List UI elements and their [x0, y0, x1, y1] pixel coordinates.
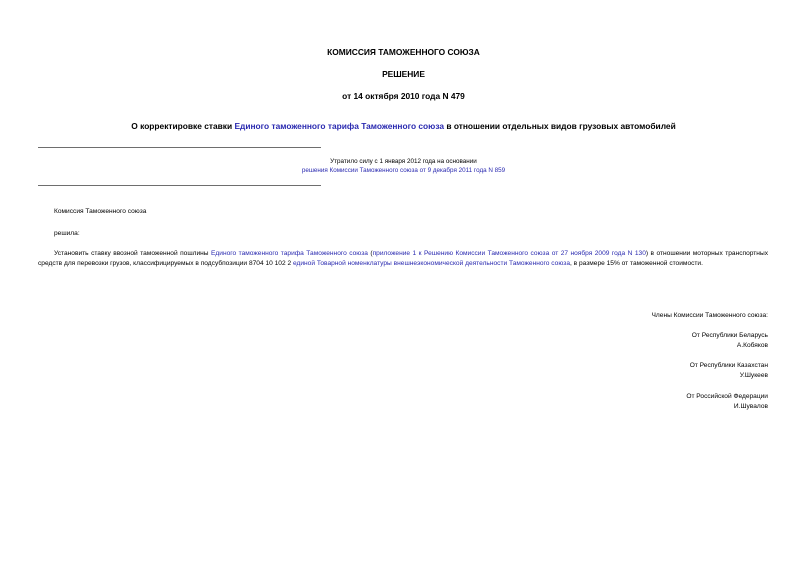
para3-text-d: , в размере 15% от таможенной стоимости. [569, 260, 703, 267]
document-title [0, 121, 807, 131]
signature-block-kazakhstan [690, 361, 768, 381]
para3-text-a: Установить ставку ввозной таможенной пошлины [54, 250, 212, 257]
para3-nomenclature-link[interactable]: единой Товарной номенклатуры внешнеэкономической деятельности Таможенного союза [292, 260, 570, 267]
status-line-1: Утратило силу с 1 января 2012 года на основании [330, 158, 477, 165]
status-rule-bottom [38, 185, 321, 186]
para3-text-b: ( [367, 250, 373, 257]
signature-country: От Республики Беларусь [691, 332, 768, 339]
status-rule-top [38, 147, 321, 148]
signature-name: А.Кобяков [736, 342, 768, 349]
signature-country: От Республики Казахстан [689, 362, 768, 369]
title-prefix: О корректировке ставки [131, 121, 235, 131]
body-paragraph-1: Комиссия Таможенного союза [54, 208, 147, 215]
para3-annex-link[interactable]: приложение 1 к Решению Комиссии Таможенного союза от 27 ноября 2009 года N 130 [372, 250, 646, 257]
signature-name: У.Шукеев [739, 372, 768, 379]
date-number-heading: от 14 октября 2010 года N 479 [342, 91, 465, 101]
signature-name: И.Шувалов [733, 403, 768, 410]
signature-block-russia [686, 392, 768, 412]
body-paragraph-3 [38, 249, 768, 269]
status-decision-link[interactable]: решения Комиссии Таможенного союза от 9 декабря 2011 года N 859 [301, 166, 506, 174]
para3-tariff-link[interactable]: Единого таможенного тарифа Таможенного союза [211, 250, 368, 257]
org-heading: КОМИССИЯ ТАМОЖЕННОГО СОЮЗА [327, 47, 480, 57]
signatures-heading: Члены Комиссии Таможенного союза: [651, 312, 768, 319]
doc-type-heading: РЕШЕНИЕ [382, 69, 425, 79]
title-tariff-link[interactable]: Единого таможенного тарифа Таможенного союза [234, 121, 445, 131]
para3-text-c: ) в отношении моторных транспортных средств для перевозки грузов, классифицируемых в подсубпозиции 8704 10 102 2 [38, 250, 768, 267]
status-note [0, 158, 807, 175]
body-paragraph-2: решила: [54, 230, 80, 237]
title-suffix: в отношении отдельных видов грузовых автомобилей [444, 121, 676, 131]
signature-country: От Российской Федерации [686, 393, 768, 400]
signature-block-belarus [692, 331, 768, 351]
